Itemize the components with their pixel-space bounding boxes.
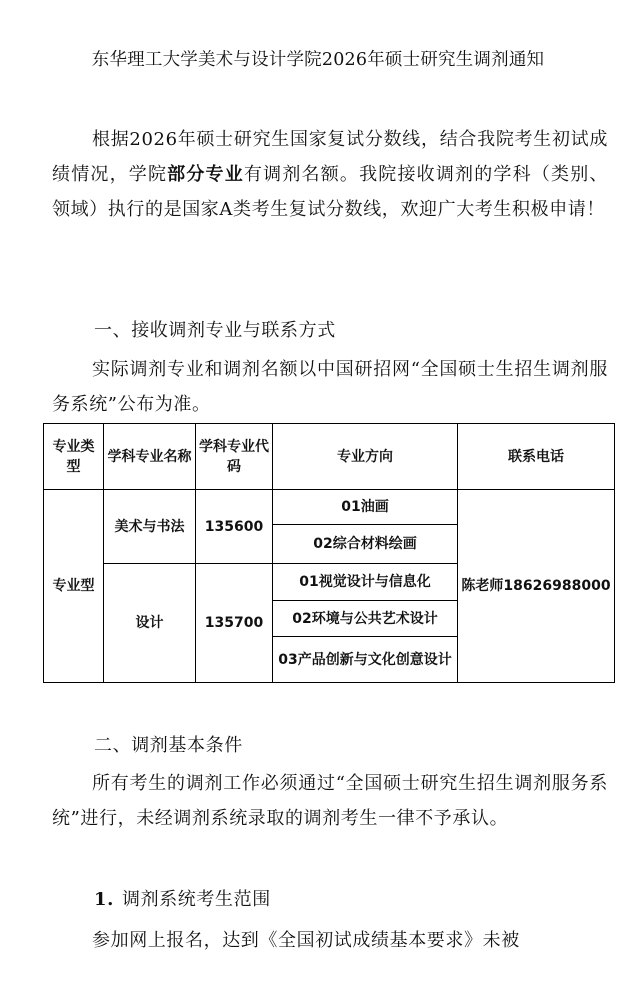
cell-direction: 02环境与公共艺术设计	[273, 601, 458, 637]
intro-text-1: 根据2026年硕士研究生国家复试分数线，结合我院考生初试成绩情况，学院	[52, 129, 608, 185]
table-header-row	[44, 424, 615, 490]
section2-heading: 二、调剂基本条件	[94, 735, 243, 756]
header-contact: 联系电话	[458, 424, 615, 490]
cell-major-code: 135700	[196, 564, 273, 683]
majors-table	[43, 423, 615, 683]
intro-highlight: 部分专业	[167, 164, 244, 185]
table-row	[44, 490, 615, 525]
subsection1-heading	[94, 885, 271, 915]
cell-contact: 陈老师18626988000	[458, 490, 615, 683]
header-direction: 专业方向	[273, 424, 458, 490]
page-title: 东华理工大学美术与设计学院2026年硕士研究生调剂通知	[91, 50, 545, 70]
cell-direction: 02综合材料绘画	[273, 525, 458, 564]
subsection1-title: 调剂系统考生范围	[122, 889, 271, 910]
last-paragraph: 参加网上报名，达到《全国初试成绩基本要求》未被	[92, 930, 520, 951]
cell-direction: 01油画	[273, 490, 458, 525]
cell-major-name: 美术与书法	[104, 490, 196, 564]
section1-heading: 一、接收调剂专业与联系方式	[94, 320, 336, 341]
section1-paragraph: 实际调剂专业和调剂名额以中国研招网“全国硕士生招生调剂服务系统”公布为准。	[52, 359, 608, 415]
intro-paragraph	[52, 122, 608, 227]
header-major-code: 学科专业代码	[196, 424, 273, 490]
cell-major-name: 设计	[104, 564, 196, 683]
header-major-type: 专业类型	[44, 424, 104, 490]
subsection1-number: 1.	[94, 889, 114, 910]
cell-major-type: 专业型	[44, 490, 104, 683]
intro-text-2: 有调剂名额。我院接收调剂的学科（类别、领域）执行的是国家A类考生复试分数线，欢迎广大考生积极申请！	[52, 164, 608, 220]
section2-paragraph: 所有考生的调剂工作必须通过“全国硕士研究生招生调剂服务系统”进行，未经调剂系统录取的调剂考生一律不予承认。	[52, 773, 608, 829]
cell-major-code: 135600	[196, 490, 273, 564]
header-major-name: 学科专业名称	[104, 424, 196, 490]
cell-direction: 03产品创新与文化创意设计	[273, 637, 458, 683]
cell-direction: 01视觉设计与信息化	[273, 564, 458, 601]
